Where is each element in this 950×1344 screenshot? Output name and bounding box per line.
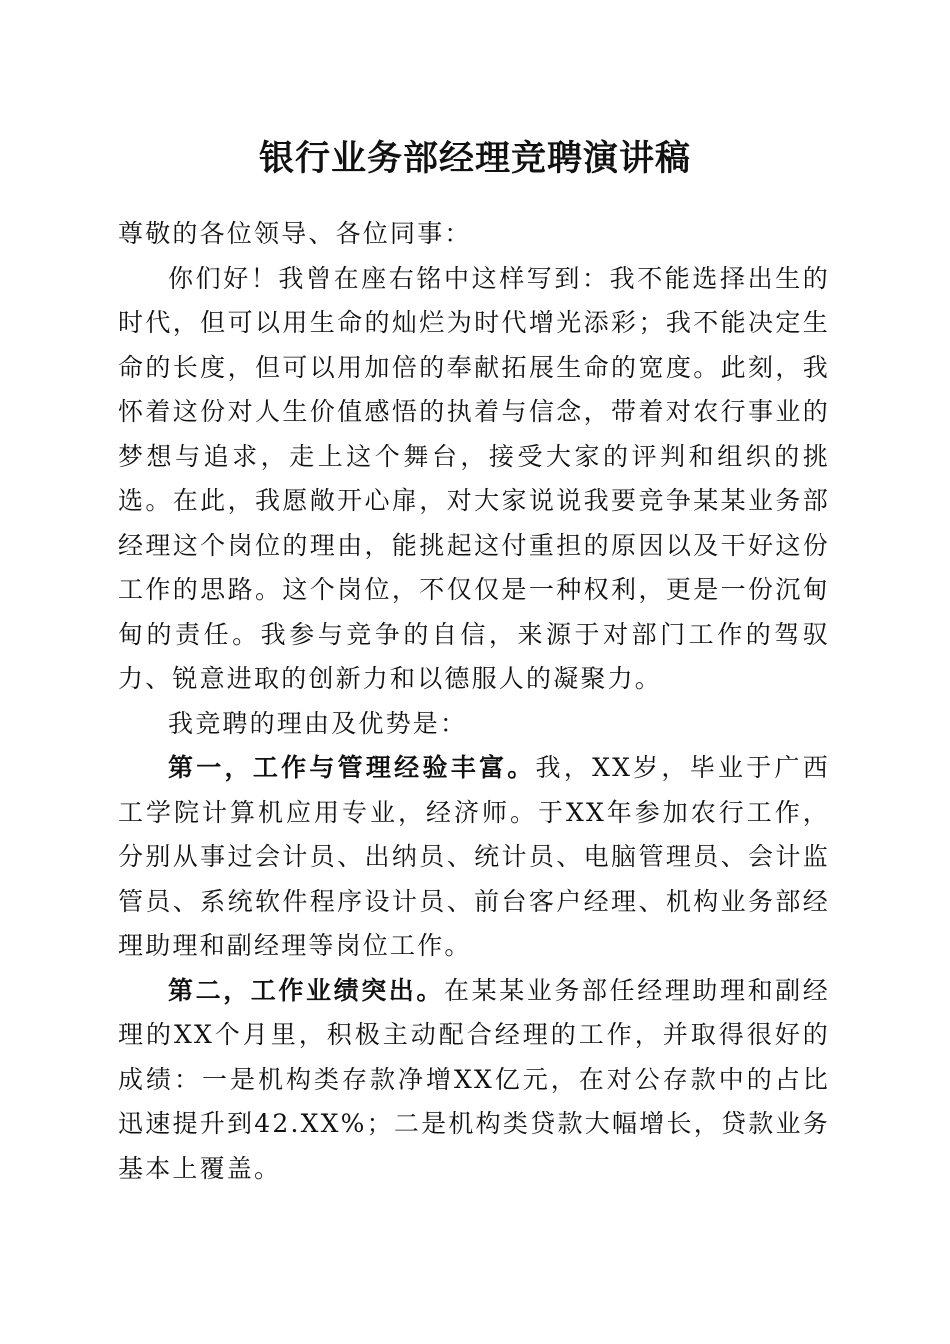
paragraph-reasons-intro: 我竞聘的理由及优势是： bbox=[168, 708, 468, 738]
paragraph-achievements-heading: 第二，工作业绩突出。 bbox=[168, 975, 444, 1005]
document-title: 银行业务部经理竞聘演讲稿 bbox=[258, 138, 691, 179]
paragraph-achievements bbox=[118, 969, 830, 1192]
salutation: 尊敬的各位领导、各位同事： bbox=[118, 219, 472, 248]
paragraph-achievements-body: 在某某业务部任经理助理和副经理的XX个月里，积极主动配合经理的工作，并取得很好的成绩：一是机构类存款净增XX亿元，在对公存款中的占比迅速提升到42.XX%；二是机构类贷款大幅增长，贷款业务基本上覆盖。 bbox=[118, 975, 830, 1183]
paragraph-experience-body: 我，XX岁，毕业于广西工学院计算机应用专业，经济师。于XX年参加农行工作，分别从事过会计员、出纳员、统计员、电脑管理员、会计监管员、系统软件程序设计员、前台客户经理、机构业务部经理助理和副经理等岗位工作。 bbox=[118, 753, 830, 960]
paragraph-experience bbox=[118, 746, 830, 969]
paragraph-experience-heading: 第一，工作与管理经验丰富。 bbox=[168, 753, 536, 782]
document-body bbox=[118, 212, 830, 1191]
paragraph-greeting: 你们好！我曾在座右铭中这样写到：我不能选择出生的时代，但可以用生命的灿烂为时代增光添彩；我不能决定生命的长度，但可以用加倍的奉献拓展生命的宽度。此刻，我怀着这份对人生价值感悟的执着与信念，带着对农行事业的梦想与追求，走上这个舞台，接受大家的评判和组织的挑选。在此，我愿敞开心扉，对大家说说我要竞争某某业务部经理这个岗位的理由，能挑起这付重担的原因以及干好这份工作的思路。这个岗位，不仅仅是一种权利，更是一份沉甸甸的责任。我参与竞争的自信，来源于对部门工作的驾驭力、锐意进取的创新力和以德服人的凝聚力。 bbox=[118, 263, 830, 693]
